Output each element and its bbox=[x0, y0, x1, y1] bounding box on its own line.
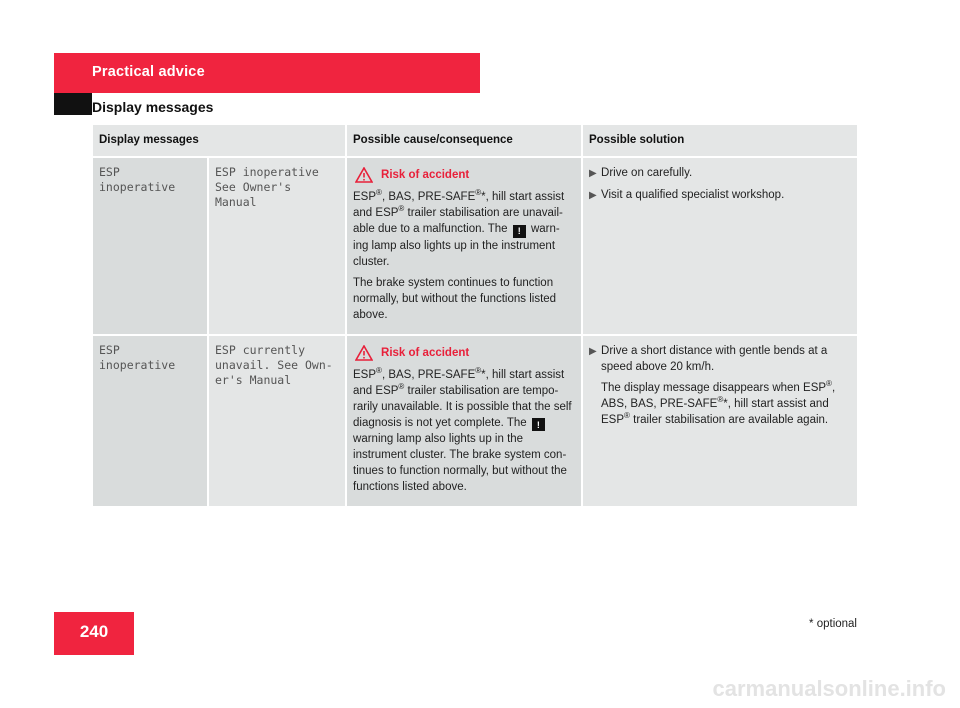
display-messages-table bbox=[93, 125, 859, 508]
list-item: ▶ Visit a qualified specialist workshop. bbox=[589, 187, 851, 204]
column-header-cause: Possible cause/consequence bbox=[346, 125, 582, 157]
list-item bbox=[589, 343, 851, 433]
column-header-display-messages: Display messages bbox=[93, 125, 346, 157]
section-title: Practical advice bbox=[92, 64, 205, 80]
solution-cell bbox=[582, 335, 858, 508]
risk-warning bbox=[353, 345, 575, 361]
message-short-cell bbox=[93, 335, 208, 508]
message-full-cell bbox=[208, 335, 346, 508]
cause-paragraph: ESP®, BAS, PRE-SAFE®*, hill start assist and ESP® trailer stabilisation are tempo-rarily unavailable. It is possible that the self diagnosis is not yet complete. The ! warning lamp also lights up in the instrument cluster. The brake system con-tinues to function normally, but without the functions listed above. bbox=[353, 365, 572, 493]
cause-cell bbox=[346, 157, 582, 335]
risk-warning bbox=[353, 167, 575, 183]
watermark: carmanualsonline.info bbox=[712, 676, 946, 701]
footnote-optional: * optional bbox=[809, 618, 857, 630]
message-full: ESP inoperative See Owner's Manual bbox=[215, 165, 319, 209]
table-row bbox=[93, 157, 858, 335]
cause-cell bbox=[346, 335, 582, 508]
risk-label: Risk of accident bbox=[381, 346, 470, 359]
cause-paragraph-2: The brake system continues to function normally, but without the functions listed above. bbox=[353, 276, 557, 321]
warning-triangle-icon bbox=[355, 345, 373, 361]
column-header-solution: Possible solution bbox=[582, 125, 858, 157]
esp-warning-lamp-icon: ! bbox=[513, 225, 526, 238]
bullet-arrow-icon: ▶ bbox=[589, 168, 597, 179]
bullet-arrow-icon: ▶ bbox=[589, 190, 597, 201]
table-row bbox=[93, 335, 858, 508]
message-full: ESP currently unavail. See Own- er's Manual bbox=[215, 342, 333, 387]
warning-triangle-icon bbox=[355, 167, 373, 183]
page-number: 240 bbox=[79, 622, 109, 641]
cause-paragraph: ESP®, BAS, PRE-SAFE®*, hill start assist and ESP® trailer stabilisation are unavail-able due to a malfunction. The ! warn-ing lamp also lights up in the instrument cluster. bbox=[353, 188, 565, 268]
risk-label: Risk of accident bbox=[381, 169, 470, 181]
table-header-row bbox=[93, 125, 858, 157]
esp-warning-lamp-icon: ! bbox=[532, 418, 545, 431]
message-short: ESP inoperative bbox=[99, 342, 176, 372]
message-full-cell bbox=[208, 157, 346, 335]
message-short-cell bbox=[93, 157, 208, 335]
message-short: ESP inoperative bbox=[99, 165, 176, 194]
solution-text: Drive a short distance with gentle bends at a speed above 20 km/h. The display message disappears when ESP®, ABS, BAS, PRE-SAFE®*, hill start assist and ESP® trailer stabilisation are available again. bbox=[601, 344, 836, 426]
list-item: ▶ Drive on carefully. bbox=[589, 165, 851, 182]
solution-cell bbox=[582, 157, 858, 335]
bullet-arrow-icon: ▶ bbox=[589, 345, 597, 357]
subsection-title: Display messages bbox=[92, 99, 214, 115]
section-marker bbox=[54, 93, 92, 115]
